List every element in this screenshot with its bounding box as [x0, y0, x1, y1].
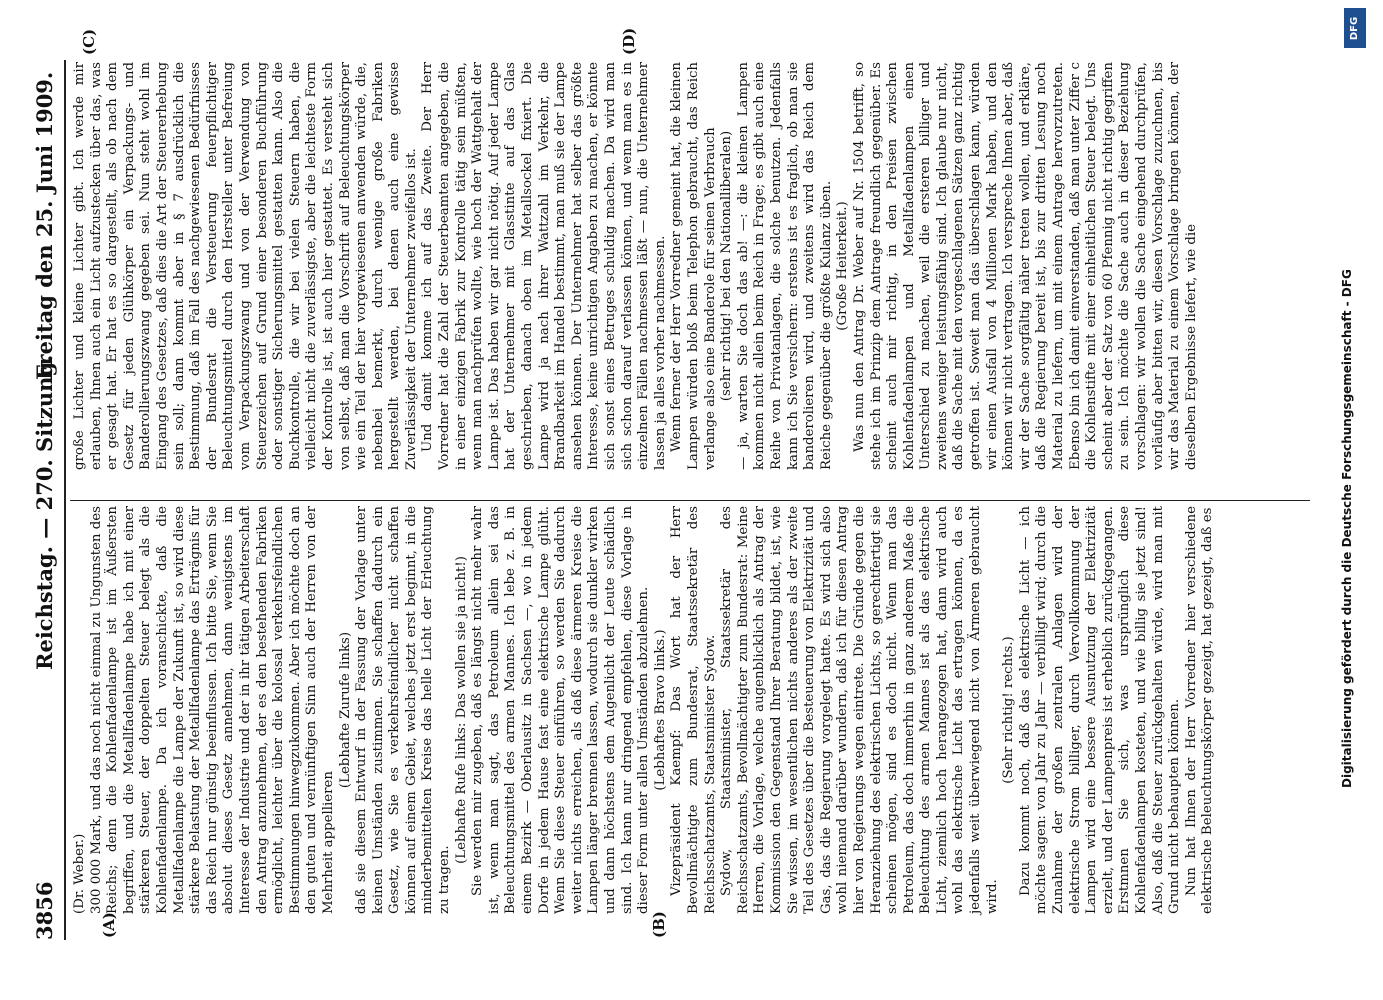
paragraph: Wenn ferner der Herr Vorredner gemeint hat, die kleinen Lampen würden bloß beim Telephon gebraucht, das Reich verlange also eine Banderole für seinen Verbrauch	[669, 62, 718, 470]
page-header	[22, 60, 62, 940]
digitization-credit	[1340, 8, 1368, 788]
margin-marker-a: (A)	[100, 912, 118, 938]
session-date: Freitag den 25. Juni 1909.	[32, 71, 57, 380]
paragraph: Dazu kommt noch, daß das elektrische Licht — ich möchte sagen: von Jahr zu Jahr — verbilligt wird; durch die Zunahme der großen zentralen Anlagen wird der elektrische Strom billiger, durch Vervollkommnung der Lampen wird eine bessere Ausnutzung der Elektrizität erzielt, und der Lampenpreis ist erheblich zurückgegangen. Erstmnen Sie sich, was ursprünglich diese Kohlenfadenlampen kosteten, und wie billig sie jetzt sind! Also, daß die Steuer zurückgehalten würde, wird man mit Grund nicht behaupten können.	[1017, 506, 1183, 914]
dfg-logo: DFG	[1344, 8, 1366, 48]
paragraph: Und damit komme ich auf das Zweite. Der Herr Vorredner hat die Zahl der Steuerbeamten angegeben, die in einer einzigen Fabrik zur Kontrolle tätig sein müßten, wenn man nachprüfen wollte, wie hoch der Wattgehalt der Lampe ist. Das haben wir gar nicht nötig. Auf jeder Lampe hat der Unternehmer mit Glasstinte auf das Glas geschrieben, danach oben im Metallsockel fixiert. Die Lampe wird ja nach ihrer Wattzahl im Verkehr, die Brandbarkeit im Handel bestimmt, man muß sie der Lampe ansehen können. Der Unternehmer hat selber das größte Interesse, keine unrichtigen Angaben zu machen, er könnte sich sonst eines Betruges schuldig machen. Da wird man sich schon darauf verlassen können, und wenn man es in einzelnen Fällen nachmessen läßt — nun, die Unternehmer lassen ja alles vorher nachmessen.	[420, 62, 668, 470]
interjection: (Lebhaftes Bravo links.)	[652, 629, 668, 791]
margin-marker-b: (B)	[650, 911, 668, 938]
interjection: (Lebhafte Zurufe links)	[337, 631, 353, 789]
paragraph: Was nun den Antrag Dr. Weber auf Nr. 1504 betrifft, so stehe ich im Prinzip dem Antrage freundlich gegenüber. Es scheint auch mir richtig, in den Preisen zwischen Kohlenfadenlampen und Metallfadenlampen einen Unterschied zu machen, weil die ersteren billiger und zweitens weniger leistungsfähig sind. Ich glaube nur nicht, daß die Sache mit den vorgeschlagenen Sätzen ganz richtig getroffen ist. Soweit man das überschlagen kann, würden wir einen Ausfall von 4 Millionen Mark haben, und den können wir nicht vertragen. Ich verspreche Ihnen aber, daß wir der Sache sorgfältig näher treten wollen, und erkläre, daß die Regierung bereit ist, bis zur dritten Lesung noch Material zu liefern, um mit einem Antrage hervorzutreten. Ebenso bin ich damit einverstanden, daß man unter Ziffer c die Kohlenstifte mit einer einheitlichen Steuer belegt. Uns scheint aber der Satz von 60 Pfennig nicht richtig gegriffen zu sein. Ich möchte die Sache auch in dieser Beziehung vorschlagen: wir wollen die Sache eingehend durchprüfen, vorläufig aber bitten wir, diesen Vorschlage zuzuchnen, bis wir das Material zu einem Vorschlage bringen können, der dieselben Ergebnisse liefert, wie die	[851, 62, 1199, 470]
paragraph: Sie werden mir zugeben, daß es längst nicht mehr wahr ist, wenn man sagt, das Petroleum allein sei das Beleuchtungsmittel des armen Mannes. Ich lebe z. B. in einem Bezirk — Oberlausitz in Sachsen —, wo in jedem Dorfe in jedem Hause fast eine elektrische Lampe glüht. Wenn Sie diese Steuer einführen, so werden Sie dadurch weiter nichts erreichen, als daß diese ärmeren Kreise die Lampen länger brennen lassen, wodurch sie dunkler wirken und dann höchstens dem Augenlicht der Leute schädlich sind. Ich kann nur dringend empfehlen, diese Vorlage in dieser Form unter allen Umständen abzulehnen.	[470, 506, 652, 914]
interjection: (Sehr richtig! rechts.)	[1001, 636, 1017, 784]
page-number: 3856	[32, 881, 57, 940]
paragraph: — ja, warten Sie doch das ab! —: die kleinen Lampen kommen nicht allein beim Reich in Frage; es gibt auch eine Reihe von Privatanlagen, die solche benutzen. Jedenfalls kann ich Sie versichern: erstens ist es fraglich, ob man sie banderolieren wird, und zweitens wird das Reich dem Reiche gegenüber die größte Kulanz üben.	[735, 62, 834, 470]
header-rule	[64, 60, 66, 940]
paragraph: große Lichter und kleine Lichter gibt. Ich werde mir erlauben, Ihnen auch ein Licht aufzustecken über das, was er gesagt hat. Er hat es so dargestellt, als ob nach dem Gesetz für jeden Glühkörper ein Verpackungs- und Banderollierungszwang gegeben sei. Nun steht wohl im Eingang des Gesetzes, daß dies die Art der Steuererhebung sein soll; dann kommt aber in § 7 ausdrücklich die Bestimmung, daß im Fall des nachgewiesenen Bedürfnisses der Bundesrat die Versteuerung feuerpflichtiger Beleuchtungsmittel durch den Hersteller unter Befreiung vom Verpackungszwang und von der Verwendung von Steuerzeichen auf Grund einer besonderen Buchführung oder sonstiger Sicherungsmittel gestatten kann. Also die Buchkontrolle, die wir bei vielen Steuern haben, die vielleicht nicht die zuverlässigste, aber die leichteste Form der Kontrolle ist, ist auch hier gestattet. Es versteht sich von selbst, daß man die Vorschrift auf Beleuchtungskörper wie ein Teil der hier vorgewiesenen anwenden würde, die, nebenbei bemerkt, durch wenige große Fabriken hergestellt werden, bei denen auch eine gewisse Zuverlässigkeit der Unternehmer zweifellos ist.	[72, 62, 419, 470]
interjection: (Große Heiterkeit.)	[835, 201, 851, 331]
paragraph: daß sie diesem Entwurf in der Fassung der Vorlage unter keinen Umständen zustimmen. Sie schaffen dadurch ein Gesetz, wie Sie es verkehrsfeindlicher nicht schaffen können auf einem Gebiet, welches jetzt erst beginnt, in die minderbemittelten Kreise das helle Licht der Erleuchtung zu tragen.	[354, 506, 453, 914]
left-column	[72, 506, 1217, 914]
margin-marker-c: (C)	[80, 28, 98, 55]
paragraph: Sydow, Staatsminister, Staatssekretär des Reichsschatzamts, Bevollmächtigter zum Bundesrat: Meine Herren, die Vorlage, welche augenblicklich als Antrag der Kommission den Gegenstand Ihrer Beratung bildet, ist, wie Sie wissen, im wesentlichen nichts anderes als der zweite Teil des Gesetzes über die Besteuerung von Elektrizität und Gas, das die Regierung vorgelegt hatte. Es wird sich also wohl niemand darüber wundern, daß ich für diesen Antrag hier von Regierungs wegen eintrete. Die Gründe gegen die Heranziehung des elektrischen Lichts, so gerechtfertigt sie scheinen mögen, sind es doch nicht. Wenn man das Petroleum, das doch immerhin in ganz anderem Maße die Beleuchtung des armen Mannes ist als das elektrische Licht, ziemlich hoch herangezogen hat, dann wird auch wohl das elektrische Licht das ertragen können, da es jedenfalls weit überwiegend nicht von Ärmeren gebraucht wird.	[719, 506, 1000, 914]
interjection: (Lebhafte Rufe links: Das wollen sie ja nicht!)	[453, 556, 469, 864]
paragraph: Nun hat Ihnen der Herr Vorredner hier verschiedene elektrische Beleuchtungskörper gezeigt, hat gezeigt, daß es	[1183, 506, 1216, 914]
interjection: (sehr richtig! bei den Nationalliberalen)	[719, 130, 735, 402]
running-title: Reichstag. — 270. Sitzung.	[32, 354, 57, 670]
speaker-continuation: (Dr. Weber.)	[72, 833, 87, 914]
paragraph: 300 000 Mark, und das noch nicht einmal zu Ungunsten des Reichs; denn die Kohlenfadenlampe ist im Äußersten begriffen, und die Metallfadenlampe habe ich mit einer stärkeren Steuer, der doppelten Steuer belegt als die Kohlenfadenlampe. Da ich voranschickte, daß die Metallfadenlampe die Lampe der Zukunft ist, so wird diese stärkere Belastung der Metallfadenlampe das Erträgnis für das Reich nur günstig beeinflussen. Ich bitte Sie, wenn Sie absolut dieses Gesetz annehmen, dann wenigstens im Interesse der Industrie und der in ihr tätigen Arbeiterschaft den Antrag anzunehmen, der es den bestehenden Fabriken ermöglicht, leichter über die kolossal verkehrsfeindlichen Bestimmungen hinwegzukommen. Aber ich möchte doch an den guten und vernünftigen Sinn auch der Herren von der Mehrheit appellieren	[88, 506, 336, 914]
margin-marker-d: (D)	[620, 27, 638, 55]
column-divider	[70, 500, 1310, 501]
paragraph: Vizepräsident Kaempf: Das Wort hat der Herr Bevollmächtigte zum Bundesrat, Staatssekretär des Reichsschatzamts, Staatsminister Sydow.	[669, 506, 718, 914]
right-column	[72, 62, 1200, 470]
credit-text: Digitalisierung gefördert durch die Deutsche Forschungsgemeinschaft - DFG	[1340, 269, 1354, 788]
